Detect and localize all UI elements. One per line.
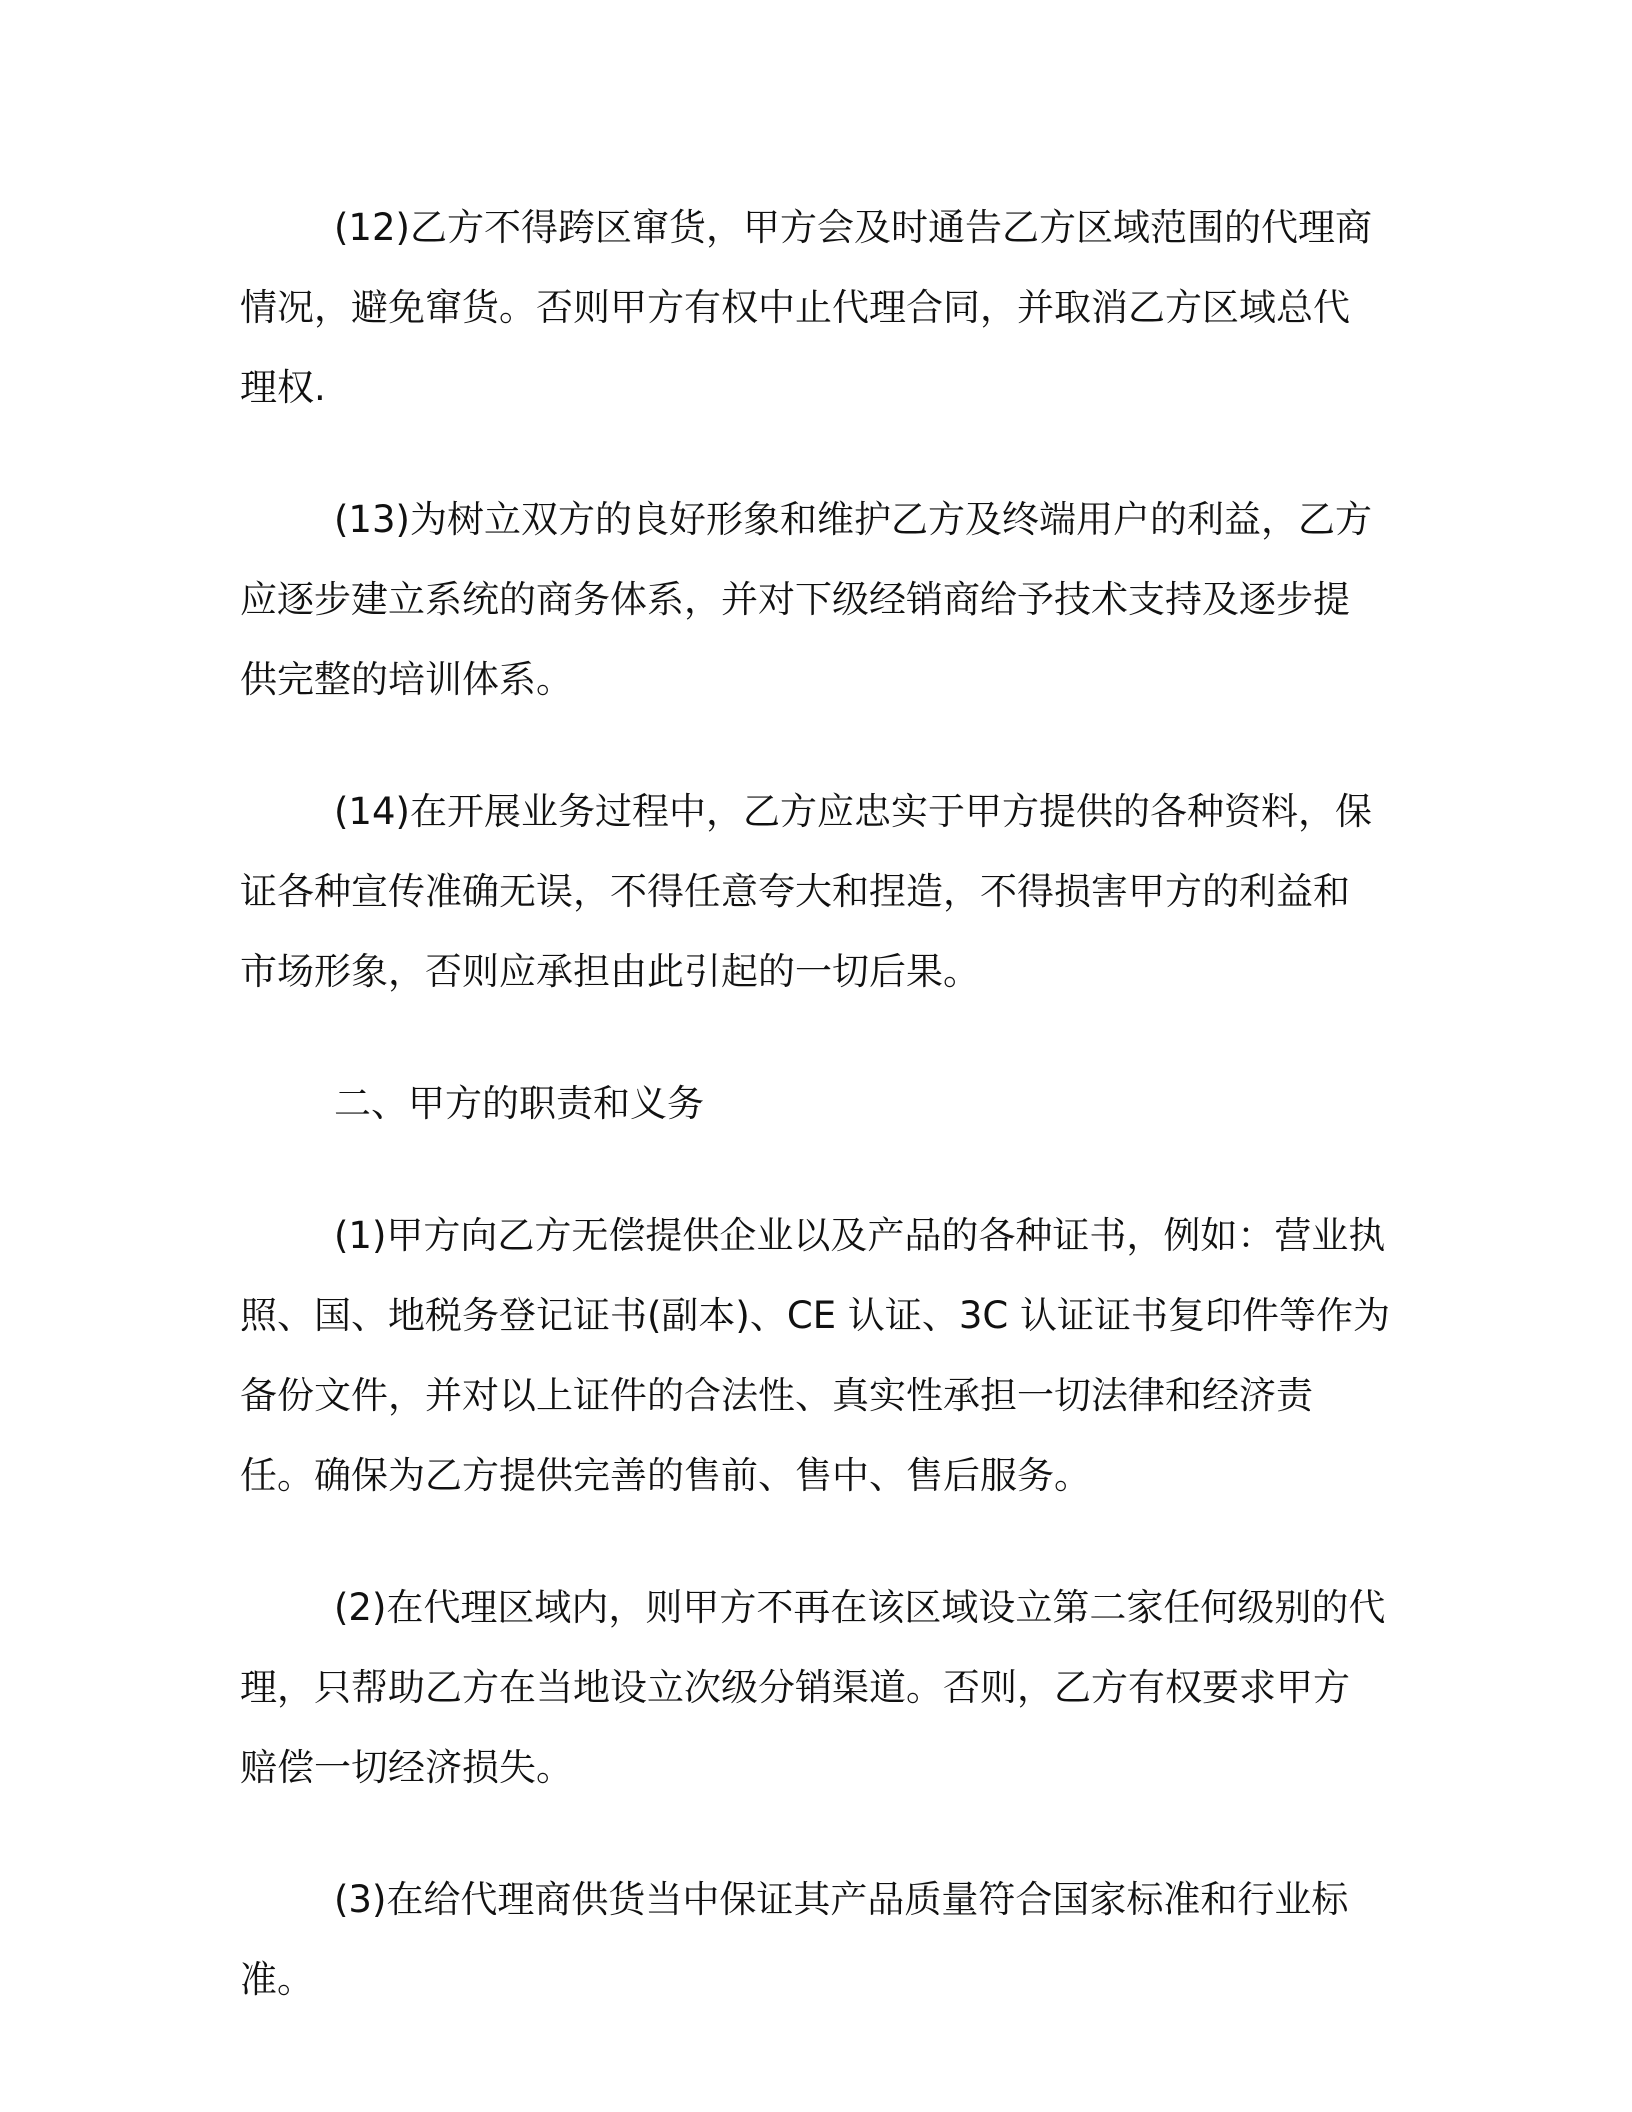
- text-line: 备份文件，并对以上证件的合法性、真实性承担一切法律和经济责: [240, 1374, 1313, 1417]
- text-line: (14)在开展业务过程中，乙方应忠实于甲方提供的各种资料，保: [334, 790, 1372, 833]
- text-line: 任。确保为乙方提供完善的售前、售中、售后服务。: [240, 1454, 1091, 1497]
- text-line: 照、国、地税务登记证书(副本)、CE 认证、3C 认证证书复印件等作为: [240, 1294, 1390, 1337]
- text-line: (1)甲方向乙方无偿提供企业以及产品的各种证书，例如：营业执: [334, 1214, 1386, 1257]
- text-line: 供完整的培训体系。: [240, 658, 573, 701]
- text-line: (12)乙方不得跨区窜货，甲方会及时通告乙方区域范围的代理商: [334, 206, 1372, 249]
- section-heading-text: 二、甲方的职责和义务: [334, 1082, 704, 1125]
- text-line: 市场形象，否则应承担由此引起的一切后果。: [240, 950, 980, 993]
- section-heading: [240, 1064, 1390, 1144]
- text-line: 情况，避免窜货。否则甲方有权中止代理合同，并取消乙方区域总代: [240, 286, 1350, 329]
- duty-3-paragraph: [240, 1860, 1390, 2020]
- clause-14-paragraph: [240, 772, 1390, 1012]
- text-line: 准。: [240, 1958, 314, 2001]
- text-line: (3)在给代理商供货当中保证其产品质量符合国家标准和行业标: [334, 1878, 1349, 1921]
- text-line: 理权.: [240, 366, 326, 409]
- duty-2-paragraph: [240, 1568, 1390, 1808]
- duty-1-paragraph: [240, 1196, 1390, 1516]
- text-line: (13)为树立双方的良好形象和维护乙方及终端用户的利益，乙方: [334, 498, 1372, 541]
- text-line: 应逐步建立系统的商务体系，并对下级经销商给予技术支持及逐步提: [240, 578, 1350, 621]
- text-line: 赔偿一切经济损失。: [240, 1746, 573, 1789]
- text-line: (2)在代理区域内，则甲方不再在该区域设立第二家任何级别的代: [334, 1586, 1386, 1629]
- text-line: 理，只帮助乙方在当地设立次级分销渠道。否则，乙方有权要求甲方: [240, 1666, 1350, 1709]
- clause-13-paragraph: [240, 480, 1390, 720]
- text-line: 证各种宣传准确无误，不得任意夸大和捏造，不得损害甲方的利益和: [240, 870, 1350, 913]
- clause-12-paragraph: [240, 188, 1390, 428]
- document-body: [240, 188, 1390, 2072]
